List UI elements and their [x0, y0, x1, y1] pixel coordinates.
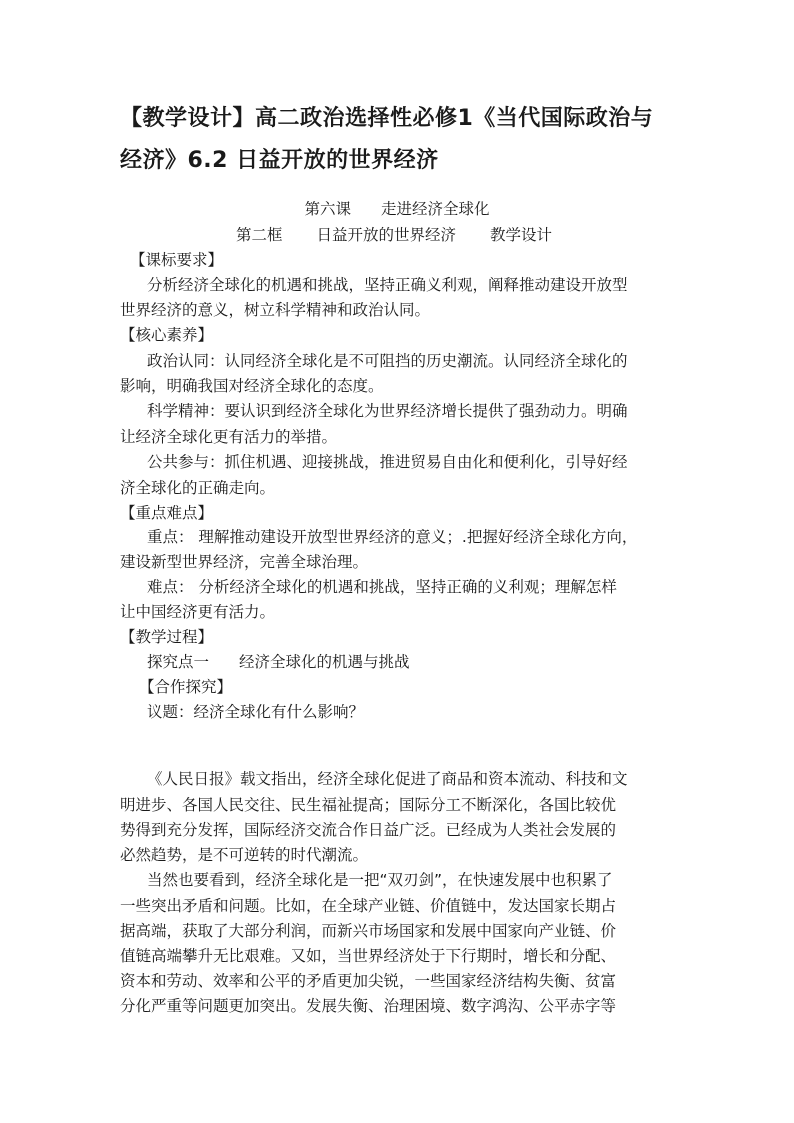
explore-point-heading	[147, 650, 410, 675]
frame-type: 教学设计	[490, 226, 553, 244]
frame-number: 第二框	[236, 226, 283, 244]
frame-heading	[236, 223, 552, 248]
literacy-political-line-2: 影响，明确我国对经济全球化的态度。	[120, 377, 384, 395]
explore-point-number: 探究点一	[147, 653, 210, 671]
topic-question: 议题：经济全球化有什么影响？	[147, 703, 365, 721]
lesson-heading	[0, 197, 794, 222]
literacy-public-line-2: 济全球化的正确走向。	[120, 479, 276, 497]
curriculum-text-line-1: 分析经济全球化的机遇和挑战，坚持正确义利观，阐释推动建设开放型	[147, 276, 628, 294]
para1-line-1: 《人民日报》载文指出，经济全球化促进了商品和资本流动、科技和文	[147, 770, 628, 788]
frame-name: 日益开放的世界经济	[316, 226, 457, 244]
lesson-name: 走进经济全球化	[381, 200, 490, 218]
literacy-political-line-1: 政治认同：认同经济全球化是不可阻挡的历史潮流。认同经济全球化的	[147, 352, 628, 370]
literacy-public-line-1: 公共参与：抓住机遇、迎接挑战，推进贸易自由化和便利化，引导好经	[147, 453, 628, 471]
keypoint-difficulty-line-2: 让中国经济更有活力。	[120, 603, 276, 621]
curriculum-text-line-2: 世界经济的意义，树立科学精神和政治认同。	[120, 301, 431, 319]
para1-line-3: 势得到充分发挥，国际经济交流合作日益广泛。已经成为人类社会发展的	[120, 821, 617, 839]
keypoint-focus-line-1: 重点： 理解推动建设开放型世界经济的意义；.把握好经济全球化方向，	[147, 528, 638, 546]
para2-line-6: 分化严重等问题更加突出。发展失衡、治理困境、数字鸿沟、公平赤字等	[120, 997, 617, 1015]
explore-point-name: 经济全球化的机遇与挑战	[239, 653, 410, 671]
para1-line-4: 必然趋势，是不可逆转的时代潮流。	[120, 846, 369, 864]
curriculum-heading: 【课标要求】	[130, 251, 224, 269]
para2-line-2: 一些突出矛盾和问题。比如，在全球产业链、价值链中，发达国家长期占	[120, 897, 617, 915]
document-title-line-1: 【教学设计】高二政治选择性必修1《当代国际政治与	[120, 106, 654, 131]
keypoint-difficulty-line-1: 难点： 分析经济全球化的机遇和挑战，坚持正确的义利观；理解怎样	[147, 578, 617, 596]
keypoints-heading: 【重点难点】	[120, 504, 214, 522]
para2-line-5: 资本和劳动、效率和公平的矛盾更加尖锐，一些国家经济结构失衡、贫富	[120, 972, 617, 990]
literacy-science-line-2: 让经济全球化更有活力的举措。	[120, 428, 338, 446]
para2-line-1: 当然也要看到，经济全球化是一把“双刃剑”，在快速发展中也积累了	[147, 871, 613, 889]
document-title-line-2: 经济》6.2 日益开放的世界经济	[120, 148, 439, 173]
para1-line-2: 明进步、各国人民交往、民生福祉提高；国际分工不断深化，各国比较优	[120, 796, 617, 814]
cooperate-heading: 【合作探究】	[139, 678, 233, 696]
literacy-heading: 【核心素养】	[120, 326, 214, 344]
para2-line-3: 据高端，获取了大部分利润，而新兴市场国家和发展中国家向产业链、价	[120, 922, 617, 940]
para2-line-4: 值链高端攀升无比艰难。又如，当世界经济处于下行期时，增长和分配、	[120, 947, 617, 965]
process-heading: 【教学过程】	[120, 628, 214, 646]
keypoint-focus-line-2: 建设新型世界经济，完善全球治理。	[120, 553, 369, 571]
lesson-number: 第六课	[304, 200, 351, 218]
literacy-science-line-1: 科学精神：要认识到经济全球化为世界经济增长提供了强劲动力。明确	[147, 402, 628, 420]
